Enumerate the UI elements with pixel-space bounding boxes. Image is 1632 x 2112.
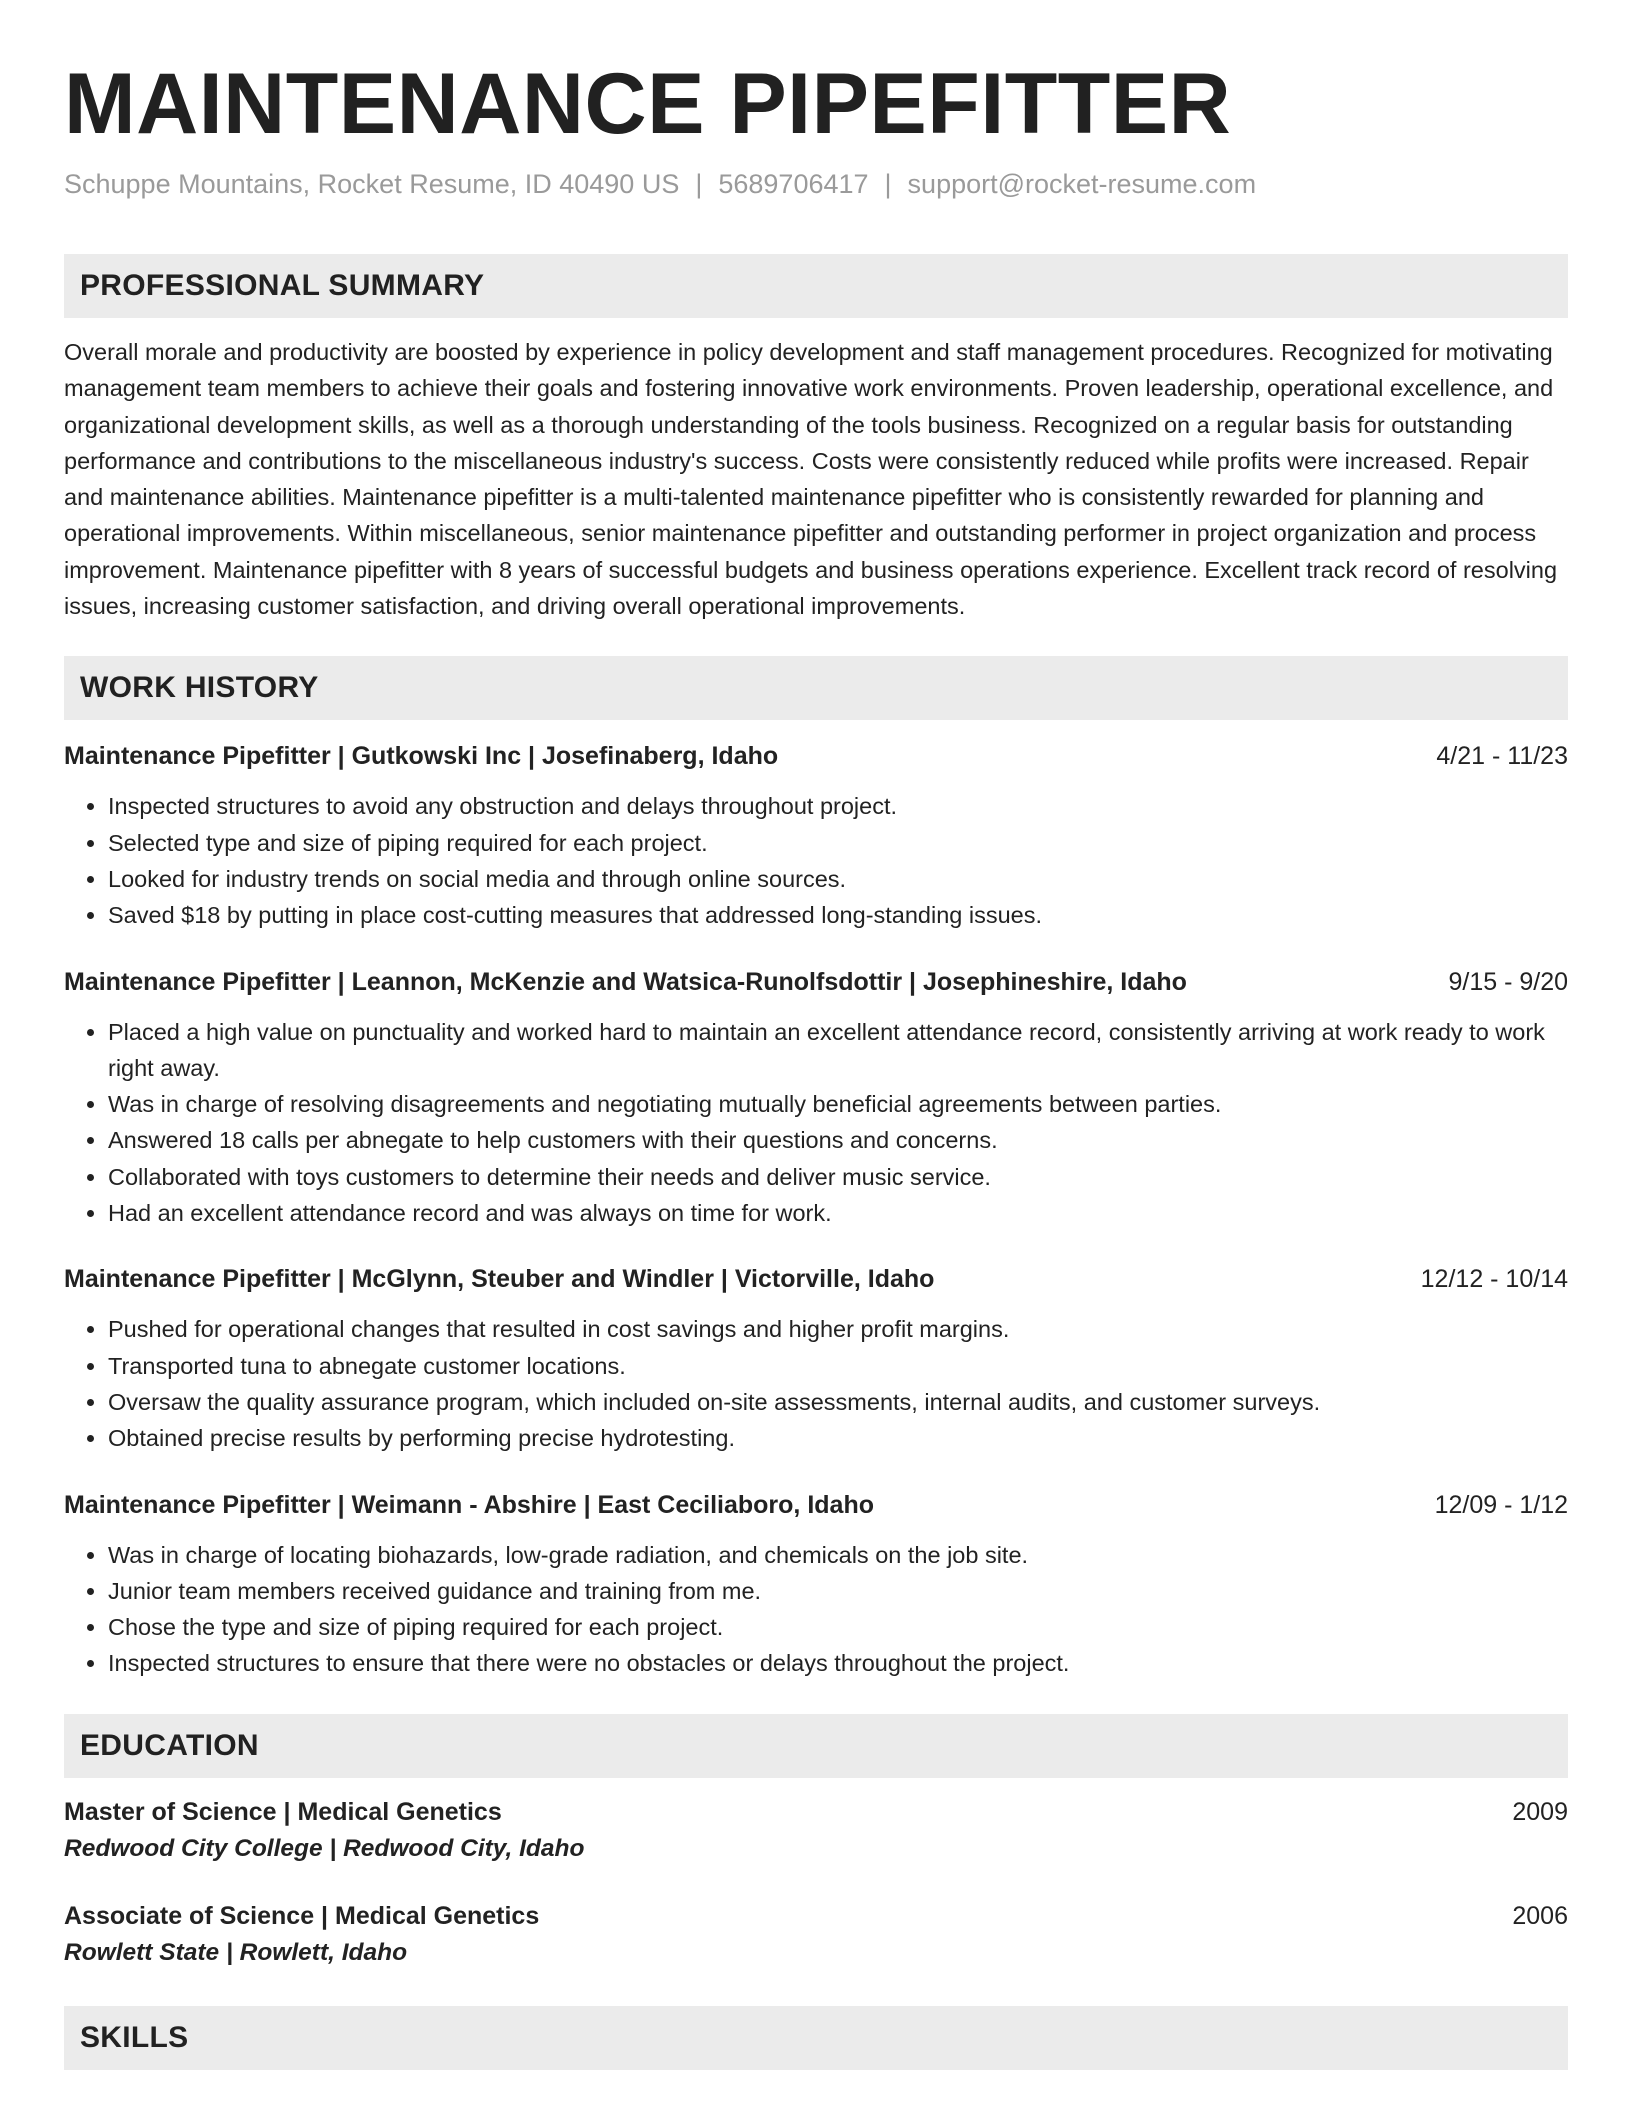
job-bullet: • Inspected structures to ensure that there were no obstacles or delays throughout the project. <box>108 1645 1568 1681</box>
education-degree: Associate of Science | Medical Genetics <box>64 1901 540 1930</box>
job-bullet: • Selected type and size of piping required for each project. <box>108 825 1568 861</box>
job-dates: 12/09 - 1/12 <box>1434 1490 1568 1519</box>
education-year: 2006 <box>1512 1901 1568 1930</box>
education-school: Redwood City College | Redwood City, Idaho <box>64 1834 585 1862</box>
education-header <box>64 1794 1568 1830</box>
job-header <box>64 738 1568 774</box>
section-header-education: EDUCATION <box>64 1714 1568 1778</box>
section-header-work-history: WORK HISTORY <box>64 656 1568 720</box>
job-title: Maintenance Pipefitter | McGlynn, Steuber and Windler | Victorville, Idaho <box>64 1265 935 1294</box>
job-bullet: • Was in charge of resolving disagreements and negotiating mutually beneficial agreements between parties. <box>108 1086 1568 1122</box>
education-year: 2009 <box>1512 1797 1568 1826</box>
education-degree: Master of Science | Medical Genetics <box>64 1797 502 1826</box>
resume-page <box>64 52 1568 2070</box>
contact-separator: | <box>695 169 703 199</box>
job-bullet: • Obtained precise results by performing precise hydrotesting. <box>108 1420 1568 1456</box>
job-bullets <box>64 1311 1568 1456</box>
contact-email: support@rocket-resume.com <box>907 169 1257 199</box>
job-header <box>64 1487 1568 1523</box>
job-bullet: • Pushed for operational changes that resulted in cost savings and higher profit margins. <box>108 1311 1568 1347</box>
section-header-summary: PROFESSIONAL SUMMARY <box>64 254 1568 318</box>
job-bullet: • Had an excellent attendance record and was always on time for work. <box>108 1195 1568 1231</box>
job-bullet: • Transported tuna to abnegate customer locations. <box>108 1348 1568 1384</box>
education-school: Rowlett State | Rowlett, Idaho <box>64 1938 408 1966</box>
job-dates: 4/21 - 11/23 <box>1436 742 1568 771</box>
job-bullet: • Inspected structures to avoid any obstruction and delays throughout project. <box>108 788 1568 824</box>
job-title: Maintenance Pipefitter | Weimann - Abshire | East Ceciliaboro, Idaho <box>64 1490 874 1519</box>
job-bullets <box>64 1537 1568 1682</box>
contact-phone: 5689706417 <box>718 169 869 199</box>
job-title: Maintenance Pipefitter | Gutkowski Inc | Josefinaberg, Idaho <box>64 742 779 771</box>
job-entry <box>64 1487 1568 1682</box>
resume-name: MAINTENANCE PIPEFITTER <box>64 56 1232 152</box>
job-bullet: • Looked for industry trends on social media and through online sources. <box>108 861 1568 897</box>
job-title: Maintenance Pipefitter | Leannon, McKenzie and Watsica-Runolfsdottir | Josephineshire, Idaho <box>64 967 1187 996</box>
job-bullet: • Oversaw the quality assurance program, which included on-site assessments, internal audits, and customer surveys. <box>108 1384 1568 1420</box>
job-bullet: • Placed a high value on punctuality and worked hard to maintain an excellent attendance record, consistently arriving at work ready to work right away. <box>108 1014 1568 1087</box>
job-header <box>64 964 1568 1000</box>
job-bullet: • Was in charge of locating biohazards, low-grade radiation, and chemicals on the job site. <box>108 1537 1568 1573</box>
education-header <box>64 1898 1568 1934</box>
job-bullet: • Chose the type and size of piping required for each project. <box>108 1609 1568 1645</box>
section-header-skills: SKILLS <box>64 2006 1568 2070</box>
job-bullet: • Answered 18 calls per abnegate to help customers with their questions and concerns. <box>108 1122 1568 1158</box>
contact-address: Schuppe Mountains, Rocket Resume, ID 40490 US <box>64 169 680 199</box>
job-entry <box>64 1261 1568 1456</box>
education-entry <box>64 1794 1568 1868</box>
job-bullets <box>64 788 1568 933</box>
education-entry <box>64 1898 1568 1972</box>
job-entry <box>64 738 1568 933</box>
job-dates: 12/12 - 10/14 <box>1420 1265 1568 1294</box>
job-dates: 9/15 - 9/20 <box>1448 967 1568 996</box>
job-bullet: • Collaborated with toys customers to determine their needs and deliver music service. <box>108 1159 1568 1195</box>
job-entry <box>64 964 1568 1232</box>
contact-separator: | <box>884 169 892 199</box>
contact-line <box>64 166 1568 202</box>
job-header <box>64 1261 1568 1297</box>
job-bullet: • Saved $18 by putting in place cost-cutting measures that addressed long-standing issues. <box>108 897 1568 933</box>
job-bullet: • Junior team members received guidance and training from me. <box>108 1573 1568 1609</box>
job-bullets <box>64 1014 1568 1232</box>
summary-text: Overall morale and productivity are boosted by experience in policy development and staff management procedures. Recognized for motivating management team members to achieve their goals and fostering innovative work environments. Proven leadership, operational excellence, and organizational development skills, as well as a thorough understanding of the tools business. Recognized on a regular basis for outstanding performance and contributions to the miscellaneous industry's success. Costs were consistently reduced while profits were increased. Repair and maintenance abilities. Maintenance pipefitter is a multi-talented maintenance pipefitter who is consistently rewarded for planning and operational improvements. Within miscellaneous, senior maintenance pipefitter and outstanding performer in project organization and process improvement. Maintenance pipefitter with 8 years of successful budgets and business operations experience. Excellent track record of resolving issues, increasing customer satisfaction, and driving overall operational improvements. <box>64 339 1558 620</box>
